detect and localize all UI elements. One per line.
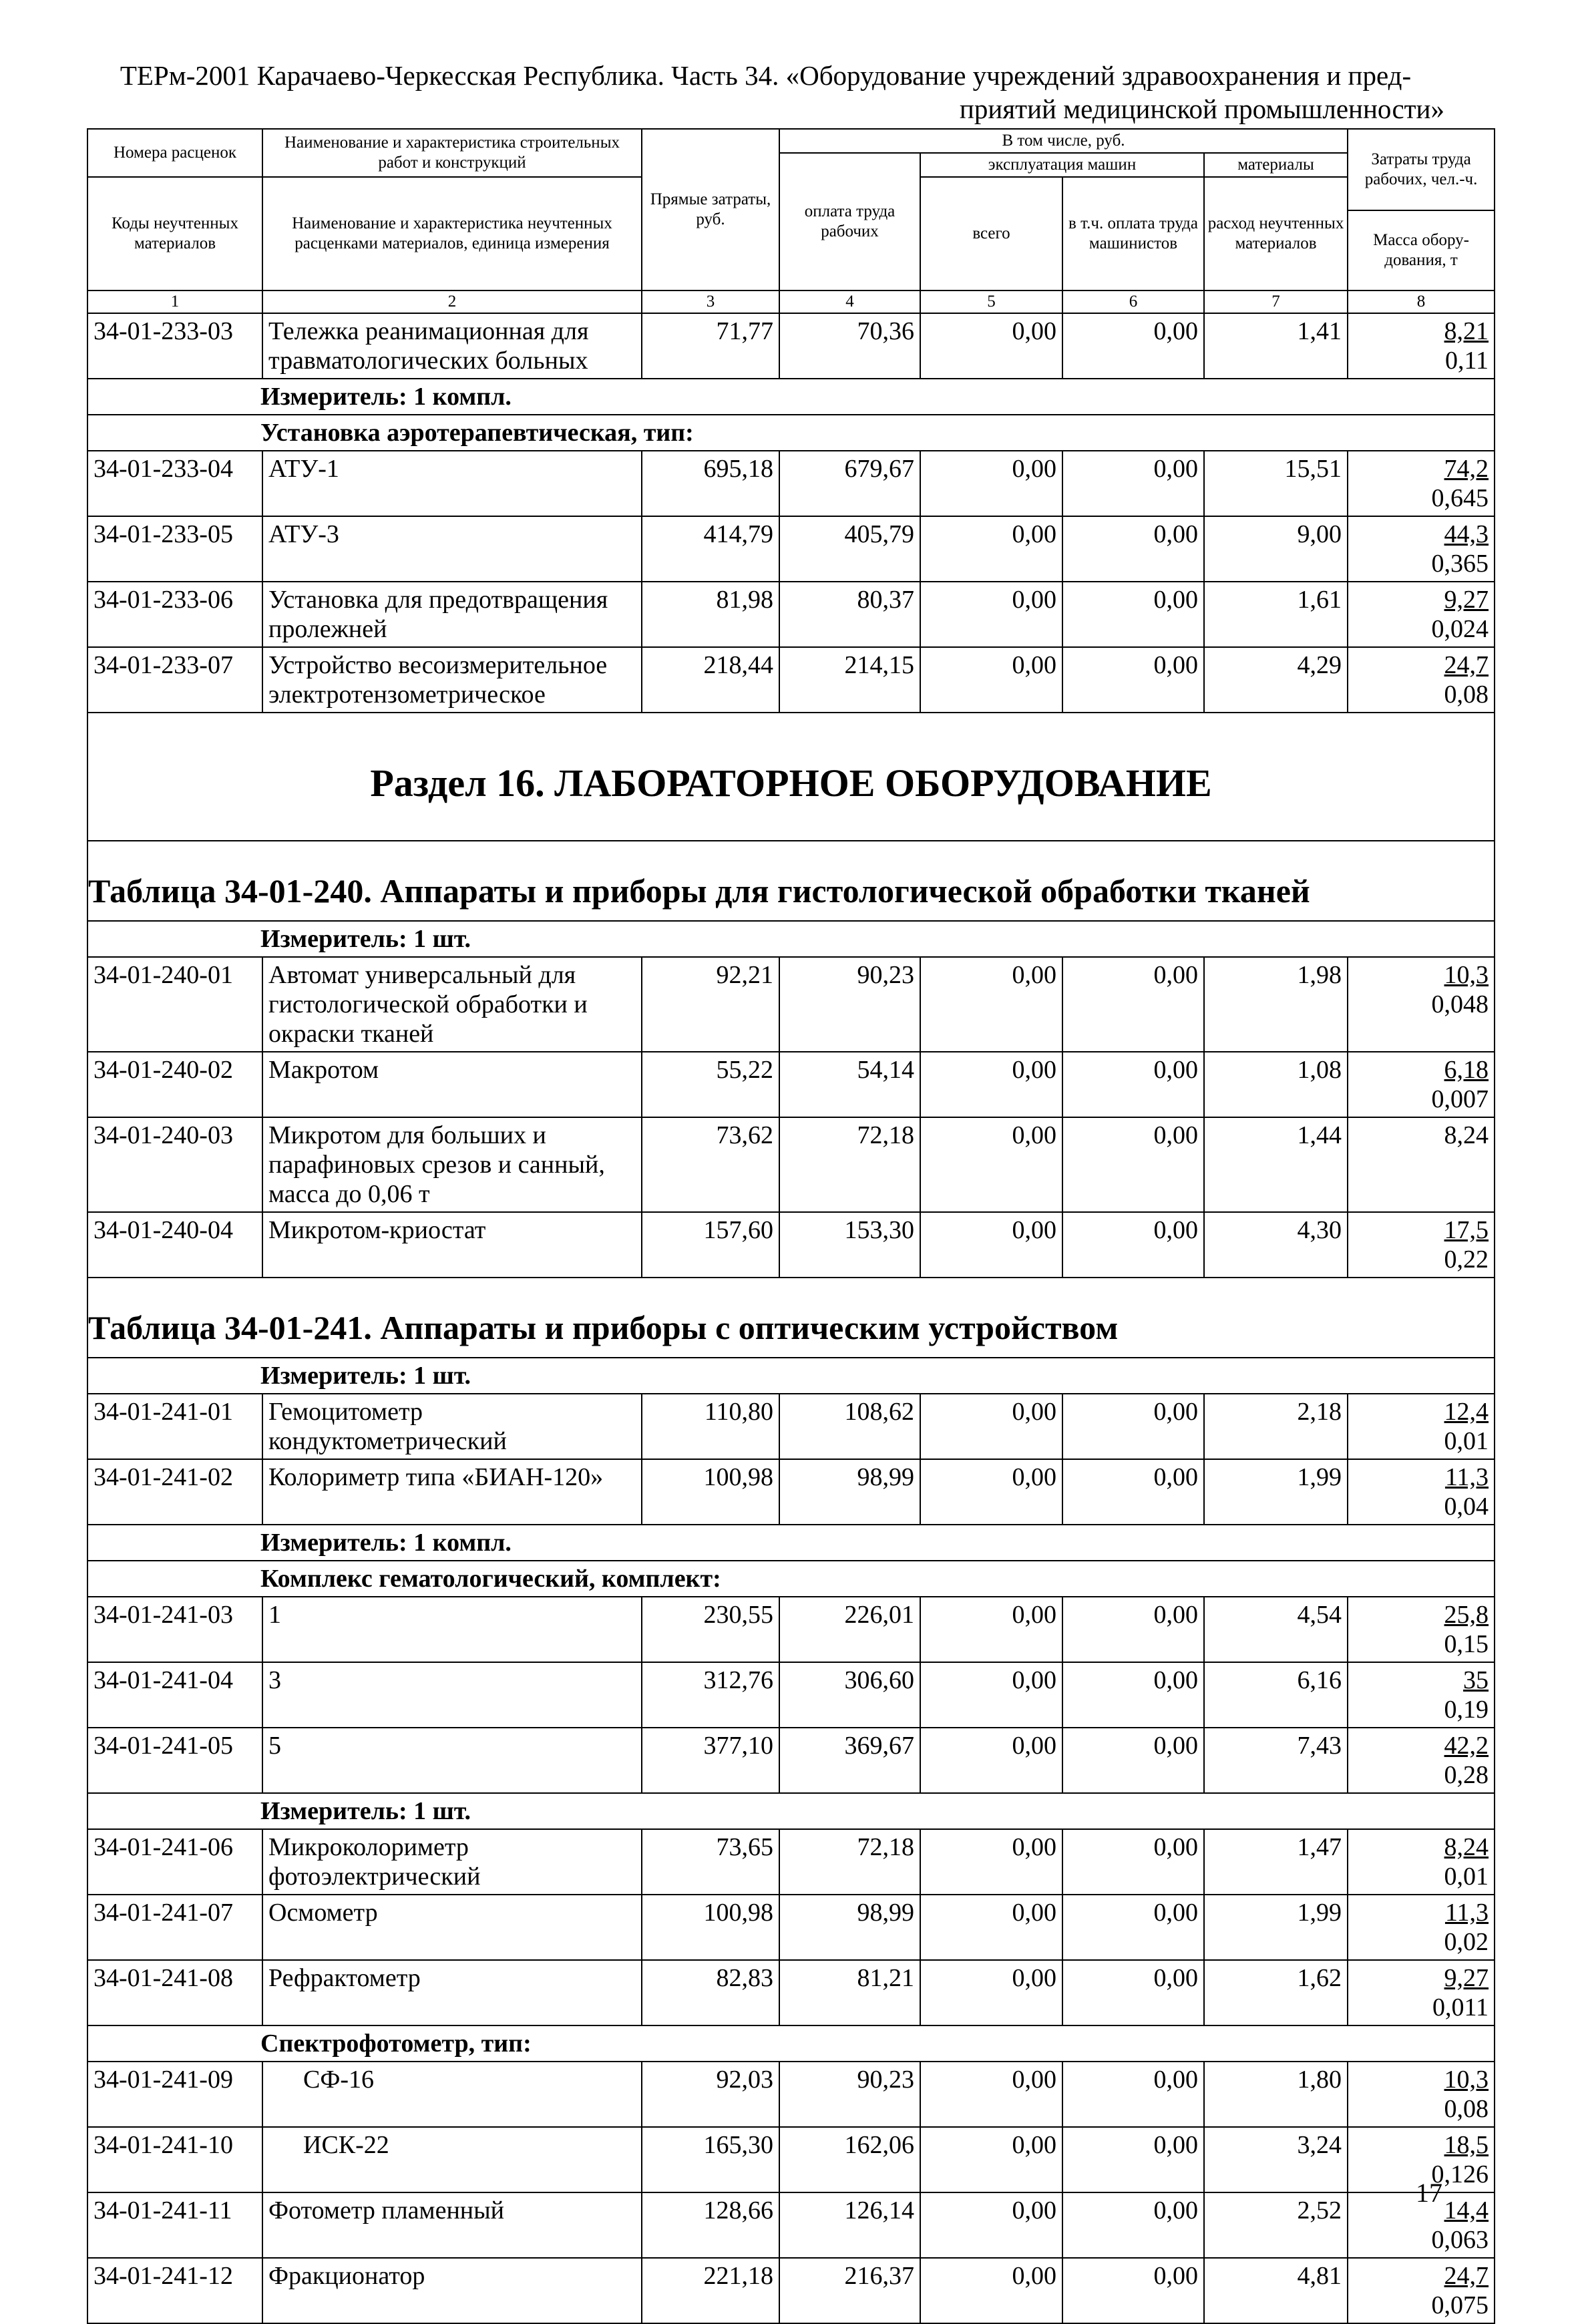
direct-costs: 92,03 [642,2062,779,2127]
worker-pay: 226,01 [779,1597,920,1662]
operator-pay: 0,00 [1062,1895,1204,1960]
col-header-machines: эксплуатация машин [920,153,1204,177]
direct-costs: 312,76 [642,1662,779,1728]
table-row [87,451,1495,516]
mass-value: 0,28 [1444,1761,1489,1789]
labor-value: 9,27 [1444,1964,1489,1992]
mass-value: 0,011 [1432,1993,1489,2021]
mass-value: 0,08 [1444,681,1489,709]
materials: 7,43 [1204,1728,1348,1793]
labor-mass-cell [1348,516,1495,582]
rate-code: 34-01-241-08 [87,1960,262,2025]
table-row [87,1829,1495,1895]
rate-code: 34-01-241-06 [87,1829,262,1895]
labor-mass-cell [1348,1960,1495,2025]
materials: 1,44 [1204,1117,1348,1212]
labor-value: 14,4 [1444,2196,1489,2224]
materials: 1,80 [1204,2062,1348,2127]
machines-total: 0,00 [920,451,1062,516]
worker-pay: 679,67 [779,451,920,516]
table-row [87,2062,1495,2127]
work-name: Гемоцитометр кондуктометрический [262,1394,642,1459]
group-title-row [87,1561,1495,1597]
operator-pay: 0,00 [1062,516,1204,582]
operator-pay: 0,00 [1062,1212,1204,1278]
direct-costs: 82,83 [642,1960,779,2025]
worker-pay: 54,14 [779,1052,920,1117]
direct-costs: 221,18 [642,2258,779,2323]
direct-costs: 73,62 [642,1117,779,1212]
column-number: 6 [1062,290,1204,313]
mass-value: 0,024 [1431,615,1489,643]
machines-total: 0,00 [920,1394,1062,1459]
mass-value: 0,063 [1431,2226,1489,2254]
machines-total: 0,00 [920,957,1062,1052]
table-title-row [87,1278,1495,1358]
operator-pay: 0,00 [1062,647,1204,713]
rate-code: 34-01-241-07 [87,1895,262,1960]
mass-value: 0,126 [1431,2160,1489,2188]
table-row [87,2192,1495,2258]
machines-total: 0,00 [920,313,1062,379]
operator-pay: 0,00 [1062,1597,1204,1662]
work-name: Микротом-криостат [262,1212,642,1278]
direct-costs: 695,18 [642,451,779,516]
worker-pay: 72,18 [779,1117,920,1212]
direct-costs: 55,22 [642,1052,779,1117]
machines-total: 0,00 [920,1212,1062,1278]
measure-label: Измеритель: 1 шт. [87,1793,1495,1829]
labor-value: 18,5 [1444,2131,1489,2159]
labor-value: 12,4 [1444,1398,1489,1426]
column-number: 2 [262,290,642,313]
operator-pay: 0,00 [1062,1662,1204,1728]
labor-mass-cell [1348,313,1495,379]
column-number: 8 [1348,290,1495,313]
labor-mass-cell [1348,1829,1495,1895]
machines-total: 0,00 [920,2192,1062,2258]
labor-mass-cell [1348,1052,1495,1117]
machines-total: 0,00 [920,647,1062,713]
worker-pay: 216,37 [779,2258,920,2323]
measure-label-row [87,1793,1495,1829]
direct-costs: 218,44 [642,647,779,713]
table-title-row [87,841,1495,921]
worker-pay: 369,67 [779,1728,920,1793]
worker-pay: 90,23 [779,957,920,1052]
rate-code: 34-01-233-06 [87,582,262,647]
direct-costs: 100,98 [642,1895,779,1960]
col-header-worker-pay: оплата труда рабочих [779,153,920,290]
operator-pay: 0,00 [1062,1829,1204,1895]
worker-pay: 108,62 [779,1394,920,1459]
table-row [87,1960,1495,2025]
rate-code: 34-01-233-05 [87,516,262,582]
mass-value: 0,02 [1444,1928,1489,1956]
rate-code: 34-01-240-04 [87,1212,262,1278]
labor-mass-cell [1348,1212,1495,1278]
table-row [87,1052,1495,1117]
operator-pay: 0,00 [1062,1117,1204,1212]
materials: 3,24 [1204,2127,1348,2192]
worker-pay: 98,99 [779,1895,920,1960]
table-title: Таблица 34-01-241. Аппараты и приборы с оптическим устройством [87,1278,1495,1358]
operator-pay: 0,00 [1062,2258,1204,2323]
table-title: Таблица 34-01-240. Аппараты и приборы для гистологической обработки тканей [87,841,1495,921]
group-title: Установка аэротерапевтическая, тип: [87,415,1495,451]
group-title-row [87,415,1495,451]
worker-pay: 90,23 [779,2062,920,2127]
labor-value: 44,3 [1444,520,1489,548]
worker-pay: 405,79 [779,516,920,582]
machines-total: 0,00 [920,1117,1062,1212]
work-name: Осмометр [262,1895,642,1960]
measure-label: Измеритель: 1 компл. [87,1525,1495,1561]
rate-code: 34-01-241-09 [87,2062,262,2127]
header-line-2: приятий медицинской промышленности» [959,93,1444,124]
direct-costs: 73,65 [642,1829,779,1895]
group-title: Комплекс гематологический, комплект: [87,1561,1495,1597]
mass-value: 0,04 [1444,1493,1489,1521]
header-line-1: ТЕРм-2001 Карачаево-Черкесская Республика. Часть 34. «Оборудование учреждений здравоохранения и пред- [120,60,1412,91]
worker-pay: 153,30 [779,1212,920,1278]
mass-value: 0,11 [1444,347,1489,375]
column-numbers-row [87,290,1495,313]
work-name: ИСК-22 [262,2127,642,2192]
labor-mass-cell [1348,2258,1495,2323]
operator-pay: 0,00 [1062,1394,1204,1459]
table-row [87,2127,1495,2192]
work-name: Рефрактометр [262,1960,642,2025]
work-name: Фракционатор [262,2258,642,2323]
operator-pay: 0,00 [1062,2127,1204,2192]
col-header-material-use: расход неучтенных материалов [1204,177,1348,290]
work-name: Колориметр типа «БИАН-120» [262,1459,642,1525]
column-number: 3 [642,290,779,313]
table-row [87,1895,1495,1960]
table-row [87,1597,1495,1662]
mass-value: 0,365 [1431,550,1489,578]
rate-code: 34-01-241-12 [87,2258,262,2323]
direct-costs: 128,66 [642,2192,779,2258]
machines-total: 0,00 [920,2127,1062,2192]
materials: 1,47 [1204,1829,1348,1895]
worker-pay: 162,06 [779,2127,920,2192]
rates-table [87,128,1495,2324]
labor-value: 11,3 [1444,1463,1489,1491]
measure-label: Измеритель: 1 шт. [87,921,1495,957]
operator-pay: 0,00 [1062,1052,1204,1117]
table-row [87,1212,1495,1278]
labor-mass-cell [1348,451,1495,516]
table-row [87,2258,1495,2323]
table-row [87,1662,1495,1728]
direct-costs: 81,98 [642,582,779,647]
worker-pay: 72,18 [779,1829,920,1895]
mass-value: 0,645 [1431,484,1489,512]
direct-costs: 377,10 [642,1728,779,1793]
labor-value: 6,18 [1444,1056,1489,1084]
materials: 4,81 [1204,2258,1348,2323]
labor-mass-cell [1348,1895,1495,1960]
labor-value: 8,24 [1444,1121,1489,1149]
machines-total: 0,00 [920,2062,1062,2127]
mass-value: 0,075 [1431,2291,1489,2319]
table-row [87,647,1495,713]
rate-code: 34-01-241-10 [87,2127,262,2192]
work-name: Микротом для больших и парафиновых срезов и санный, масса до 0,06 т [262,1117,642,1212]
measure-label-row [87,379,1495,415]
rate-code: 34-01-241-03 [87,1597,262,1662]
labor-mass-cell [1348,1117,1495,1212]
work-name: Фотометр пламенный [262,2192,642,2258]
mass-value: 0,22 [1444,1245,1489,1274]
col-header-labor: Затраты труда рабочих, чел.-ч. [1348,129,1495,210]
labor-value: 11,3 [1444,1899,1489,1927]
col-header-direct-costs: Прямые затраты, руб. [642,129,779,290]
rate-code: 34-01-240-02 [87,1052,262,1117]
machines-total: 0,00 [920,1052,1062,1117]
column-number: 4 [779,290,920,313]
page-number: 17 [1416,2178,1442,2208]
labor-value: 8,21 [1444,317,1489,345]
work-name: АТУ-1 [262,451,642,516]
mass-value: 0,19 [1444,1696,1489,1724]
materials: 4,30 [1204,1212,1348,1278]
col-header-material-codes: Коды неучтенных материалов [87,177,262,290]
work-name: Тележка реанимационная для травматологических больных [262,313,642,379]
operator-pay: 0,00 [1062,1459,1204,1525]
worker-pay: 81,21 [779,1960,920,2025]
machines-total: 0,00 [920,516,1062,582]
table-row [87,582,1495,647]
work-name: Макротом [262,1052,642,1117]
table-row [87,313,1495,379]
materials: 1,08 [1204,1052,1348,1117]
materials: 15,51 [1204,451,1348,516]
col-header-mass: Масса обору-дования, т [1348,210,1495,290]
labor-value: 10,3 [1444,961,1489,989]
table-row [87,1728,1495,1793]
rate-code: 34-01-240-03 [87,1117,262,1212]
labor-mass-cell [1348,2062,1495,2127]
page-header [87,59,1444,126]
labor-value: 24,7 [1444,651,1489,679]
work-name: 3 [262,1662,642,1728]
col-header-materials: материалы [1204,153,1348,177]
materials: 6,16 [1204,1662,1348,1728]
operator-pay: 0,00 [1062,451,1204,516]
mass-value: 0,048 [1431,990,1489,1018]
machines-total: 0,00 [920,582,1062,647]
materials: 1,98 [1204,957,1348,1052]
measure-label-row [87,1358,1495,1394]
work-name: Устройство весоизмерительное электротензометрическое [262,647,642,713]
group-title-row [87,2025,1495,2062]
mass-value: 0,01 [1444,1427,1489,1455]
group-title: Спектрофотометр, тип: [87,2025,1495,2062]
worker-pay: 80,37 [779,582,920,647]
measure-label: Измеритель: 1 шт. [87,1358,1495,1394]
labor-mass-cell [1348,647,1495,713]
operator-pay: 0,00 [1062,2192,1204,2258]
labor-mass-cell [1348,1662,1495,1728]
col-header-work-name: Наименование и характеристика строительных работ и конструкций [262,129,642,177]
table-row [87,957,1495,1052]
direct-costs: 100,98 [642,1459,779,1525]
table-row [87,516,1495,582]
column-number: 7 [1204,290,1348,313]
operator-pay: 0,00 [1062,313,1204,379]
worker-pay: 306,60 [779,1662,920,1728]
machines-total: 0,00 [920,1895,1062,1960]
column-number: 5 [920,290,1062,313]
labor-value: 35 [1463,1666,1489,1694]
col-header-including: В том числе, руб. [779,129,1348,153]
mass-value: 0,08 [1444,2095,1489,2123]
labor-value: 8,24 [1444,1833,1489,1861]
operator-pay: 0,00 [1062,1728,1204,1793]
rate-code: 34-01-241-02 [87,1459,262,1525]
labor-mass-cell [1348,1728,1495,1793]
direct-costs: 414,79 [642,516,779,582]
rate-code: 34-01-241-04 [87,1662,262,1728]
materials: 4,29 [1204,647,1348,713]
work-name: АТУ-3 [262,516,642,582]
labor-value: 9,27 [1444,586,1489,614]
operator-pay: 0,00 [1062,1960,1204,2025]
operator-pay: 0,00 [1062,582,1204,647]
col-header-rate-number: Номера расценок [87,129,262,177]
machines-total: 0,00 [920,1597,1062,1662]
labor-value: 42,2 [1444,1732,1489,1760]
direct-costs: 165,30 [642,2127,779,2192]
materials: 1,99 [1204,1895,1348,1960]
mass-value: 0,007 [1431,1085,1489,1113]
machines-total: 0,00 [920,2258,1062,2323]
direct-costs: 92,21 [642,957,779,1052]
work-name: Микроколориметр фотоэлектрический [262,1829,642,1895]
rate-code: 34-01-241-05 [87,1728,262,1793]
col-header-total: всего [920,177,1062,290]
rate-code: 34-01-241-11 [87,2192,262,2258]
materials: 1,99 [1204,1459,1348,1525]
mass-value: 0,01 [1444,1863,1489,1891]
work-name: СФ-16 [262,2062,642,2127]
rate-code: 34-01-233-04 [87,451,262,516]
mass-value: 0,15 [1444,1630,1489,1658]
labor-value: 24,7 [1444,2262,1489,2290]
work-name: Автомат универсальный для гистологической обработки и окраски тканей [262,957,642,1052]
materials: 1,62 [1204,1960,1348,2025]
worker-pay: 126,14 [779,2192,920,2258]
direct-costs: 71,77 [642,313,779,379]
labor-mass-cell [1348,582,1495,647]
worker-pay: 98,99 [779,1459,920,1525]
work-name: 5 [262,1728,642,1793]
table-row [87,1394,1495,1459]
section-title: Раздел 16. ЛАБОРАТОРНОЕ ОБОРУДОВАНИЕ [87,713,1495,841]
rate-code: 34-01-233-03 [87,313,262,379]
labor-mass-cell [1348,1597,1495,1662]
materials: 4,54 [1204,1597,1348,1662]
machines-total: 0,00 [920,1829,1062,1895]
worker-pay: 70,36 [779,313,920,379]
rate-code: 34-01-233-07 [87,647,262,713]
section-title-row [87,713,1495,841]
machines-total: 0,00 [920,1459,1062,1525]
direct-costs: 110,80 [642,1394,779,1459]
work-name: Установка для предотвращения пролежней [262,582,642,647]
measure-label: Измеритель: 1 компл. [87,379,1495,415]
labor-value: 74,2 [1444,455,1489,483]
measure-label-row [87,1525,1495,1561]
materials: 2,52 [1204,2192,1348,2258]
materials: 1,41 [1204,313,1348,379]
column-number: 1 [87,290,262,313]
labor-mass-cell [1348,1394,1495,1459]
worker-pay: 214,15 [779,647,920,713]
operator-pay: 0,00 [1062,2062,1204,2127]
labor-value: 10,3 [1444,2066,1489,2094]
materials: 2,18 [1204,1394,1348,1459]
machines-total: 0,00 [920,1728,1062,1793]
measure-label-row [87,921,1495,957]
rate-code: 34-01-240-01 [87,957,262,1052]
machines-total: 0,00 [920,1662,1062,1728]
rate-code: 34-01-241-01 [87,1394,262,1459]
direct-costs: 157,60 [642,1212,779,1278]
machines-total: 0,00 [920,1960,1062,2025]
labor-mass-cell [1348,1459,1495,1525]
materials: 9,00 [1204,516,1348,582]
materials: 1,61 [1204,582,1348,647]
col-header-operator-pay: в т.ч. оплата труда машинистов [1062,177,1204,290]
table-row [87,1459,1495,1525]
labor-value: 17,5 [1444,1216,1489,1244]
work-name: 1 [262,1597,642,1662]
direct-costs: 230,55 [642,1597,779,1662]
col-header-material-name: Наименование и характеристика неучтенных расценками материалов, единица измерения [262,177,642,290]
labor-value: 25,8 [1444,1601,1489,1629]
operator-pay: 0,00 [1062,957,1204,1052]
table-row [87,1117,1495,1212]
labor-mass-cell [1348,957,1495,1052]
